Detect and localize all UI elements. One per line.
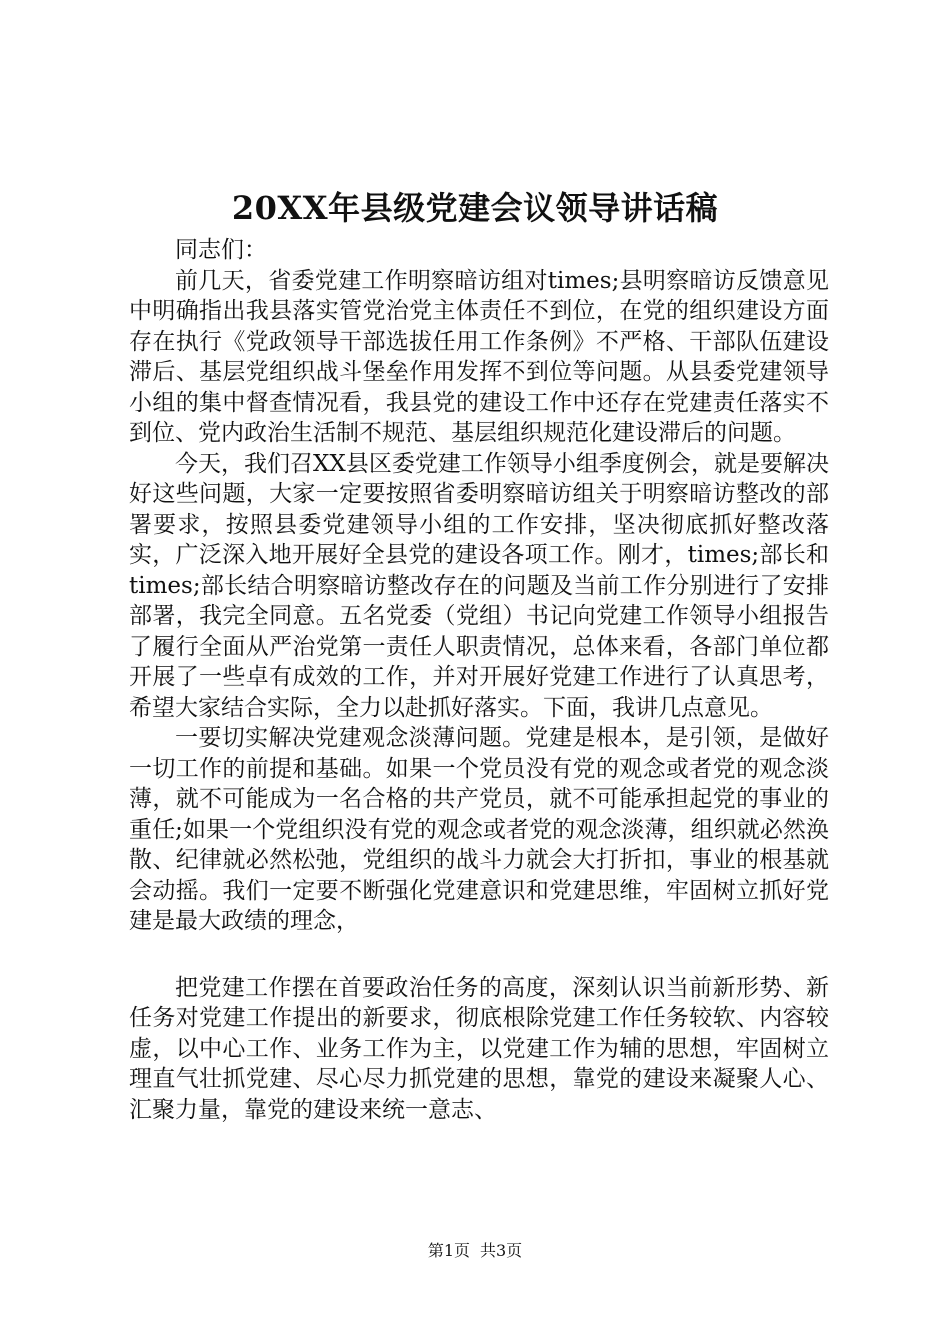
- document-title: 20XX年县级党建会议领导讲话稿: [231, 189, 719, 227]
- body-paragraph-3: 一要切实解决党建观念淡薄问题。党建是根本，是引领，是做好一切工作的前提和基础。如果一个党员没有党的观念或者党的观念淡薄，就不可能成为一名合格的共产党员，就不可能承担起党的事业的重任;如果一个党组织没有党的观念或者党的观念淡薄，组织就必然涣散、纪律就必然松弛，党组织的战斗力就会大打折扣，事业的根基就会动摇。我们一定要不断强化党建意识和党建思维，牢固树立抓好党建是最大政绩的理念，: [129, 725, 829, 934]
- body-paragraph-1: 前几天，省委党建工作明察暗访组对times;县明察暗访反馈意见中明确指出我县落实管党治党主体责任不到位，在党的组织建设方面存在执行《党政领导干部选拔任用工作条例》不严格、干部队伍建设滞后、基层党组织战斗堡垒作用发挥不到位等问题。从县委党建领导小组的集中督查情况看，我县党的建设工作中还存在党建责任落实不到位、党内政治生活制不规范、基层组织规范化建设滞后的问题。: [129, 267, 829, 446]
- salutation-paragraph: 同志们：: [175, 237, 267, 263]
- document-body: [129, 235, 829, 1125]
- page-total: 共3页: [480, 1241, 523, 1260]
- body-paragraph-4: 把党建工作摆在首要政治任务的高度，深刻认识当前新形势、新任务对党建工作提出的新要求，彻底根除党建工作任务较软、内容较虚，以中心工作、业务工作为主，以党建工作为辅的思想，牢固树立理直气壮抓党建、尽心尽力抓党建的思想，靠党的建设来凝聚人心、汇聚力量，靠党的建设来统一意志、: [129, 974, 829, 1123]
- page-number: 第1页: [427, 1241, 470, 1260]
- body-paragraph-2: 今天，我们召XX县区委党建工作领导小组季度例会，就是要解决好这些问题，大家一定要按照省委明察暗访组关于明察暗访整改的部署要求，按照县委党建领导小组的工作安排，坚决彻底抓好整改落实，广泛深入地开展好全县党的建设各项工作。刚才，times;部长和times;部长结合明察暗访整改存在的问题及当前工作分别进行了安排部署，我完全同意。五名党委（党组）书记向党建工作领导小组报告了履行全面从严治党第一责任人职责情况，总体来看，各部门单位都开展了一些卓有成效的工作，并对开展好党建工作进行了认真思考，希望大家结合实际，全力以赴抓好落实。下面，我讲几点意见。: [129, 450, 829, 721]
- page-footer: [0, 1240, 950, 1262]
